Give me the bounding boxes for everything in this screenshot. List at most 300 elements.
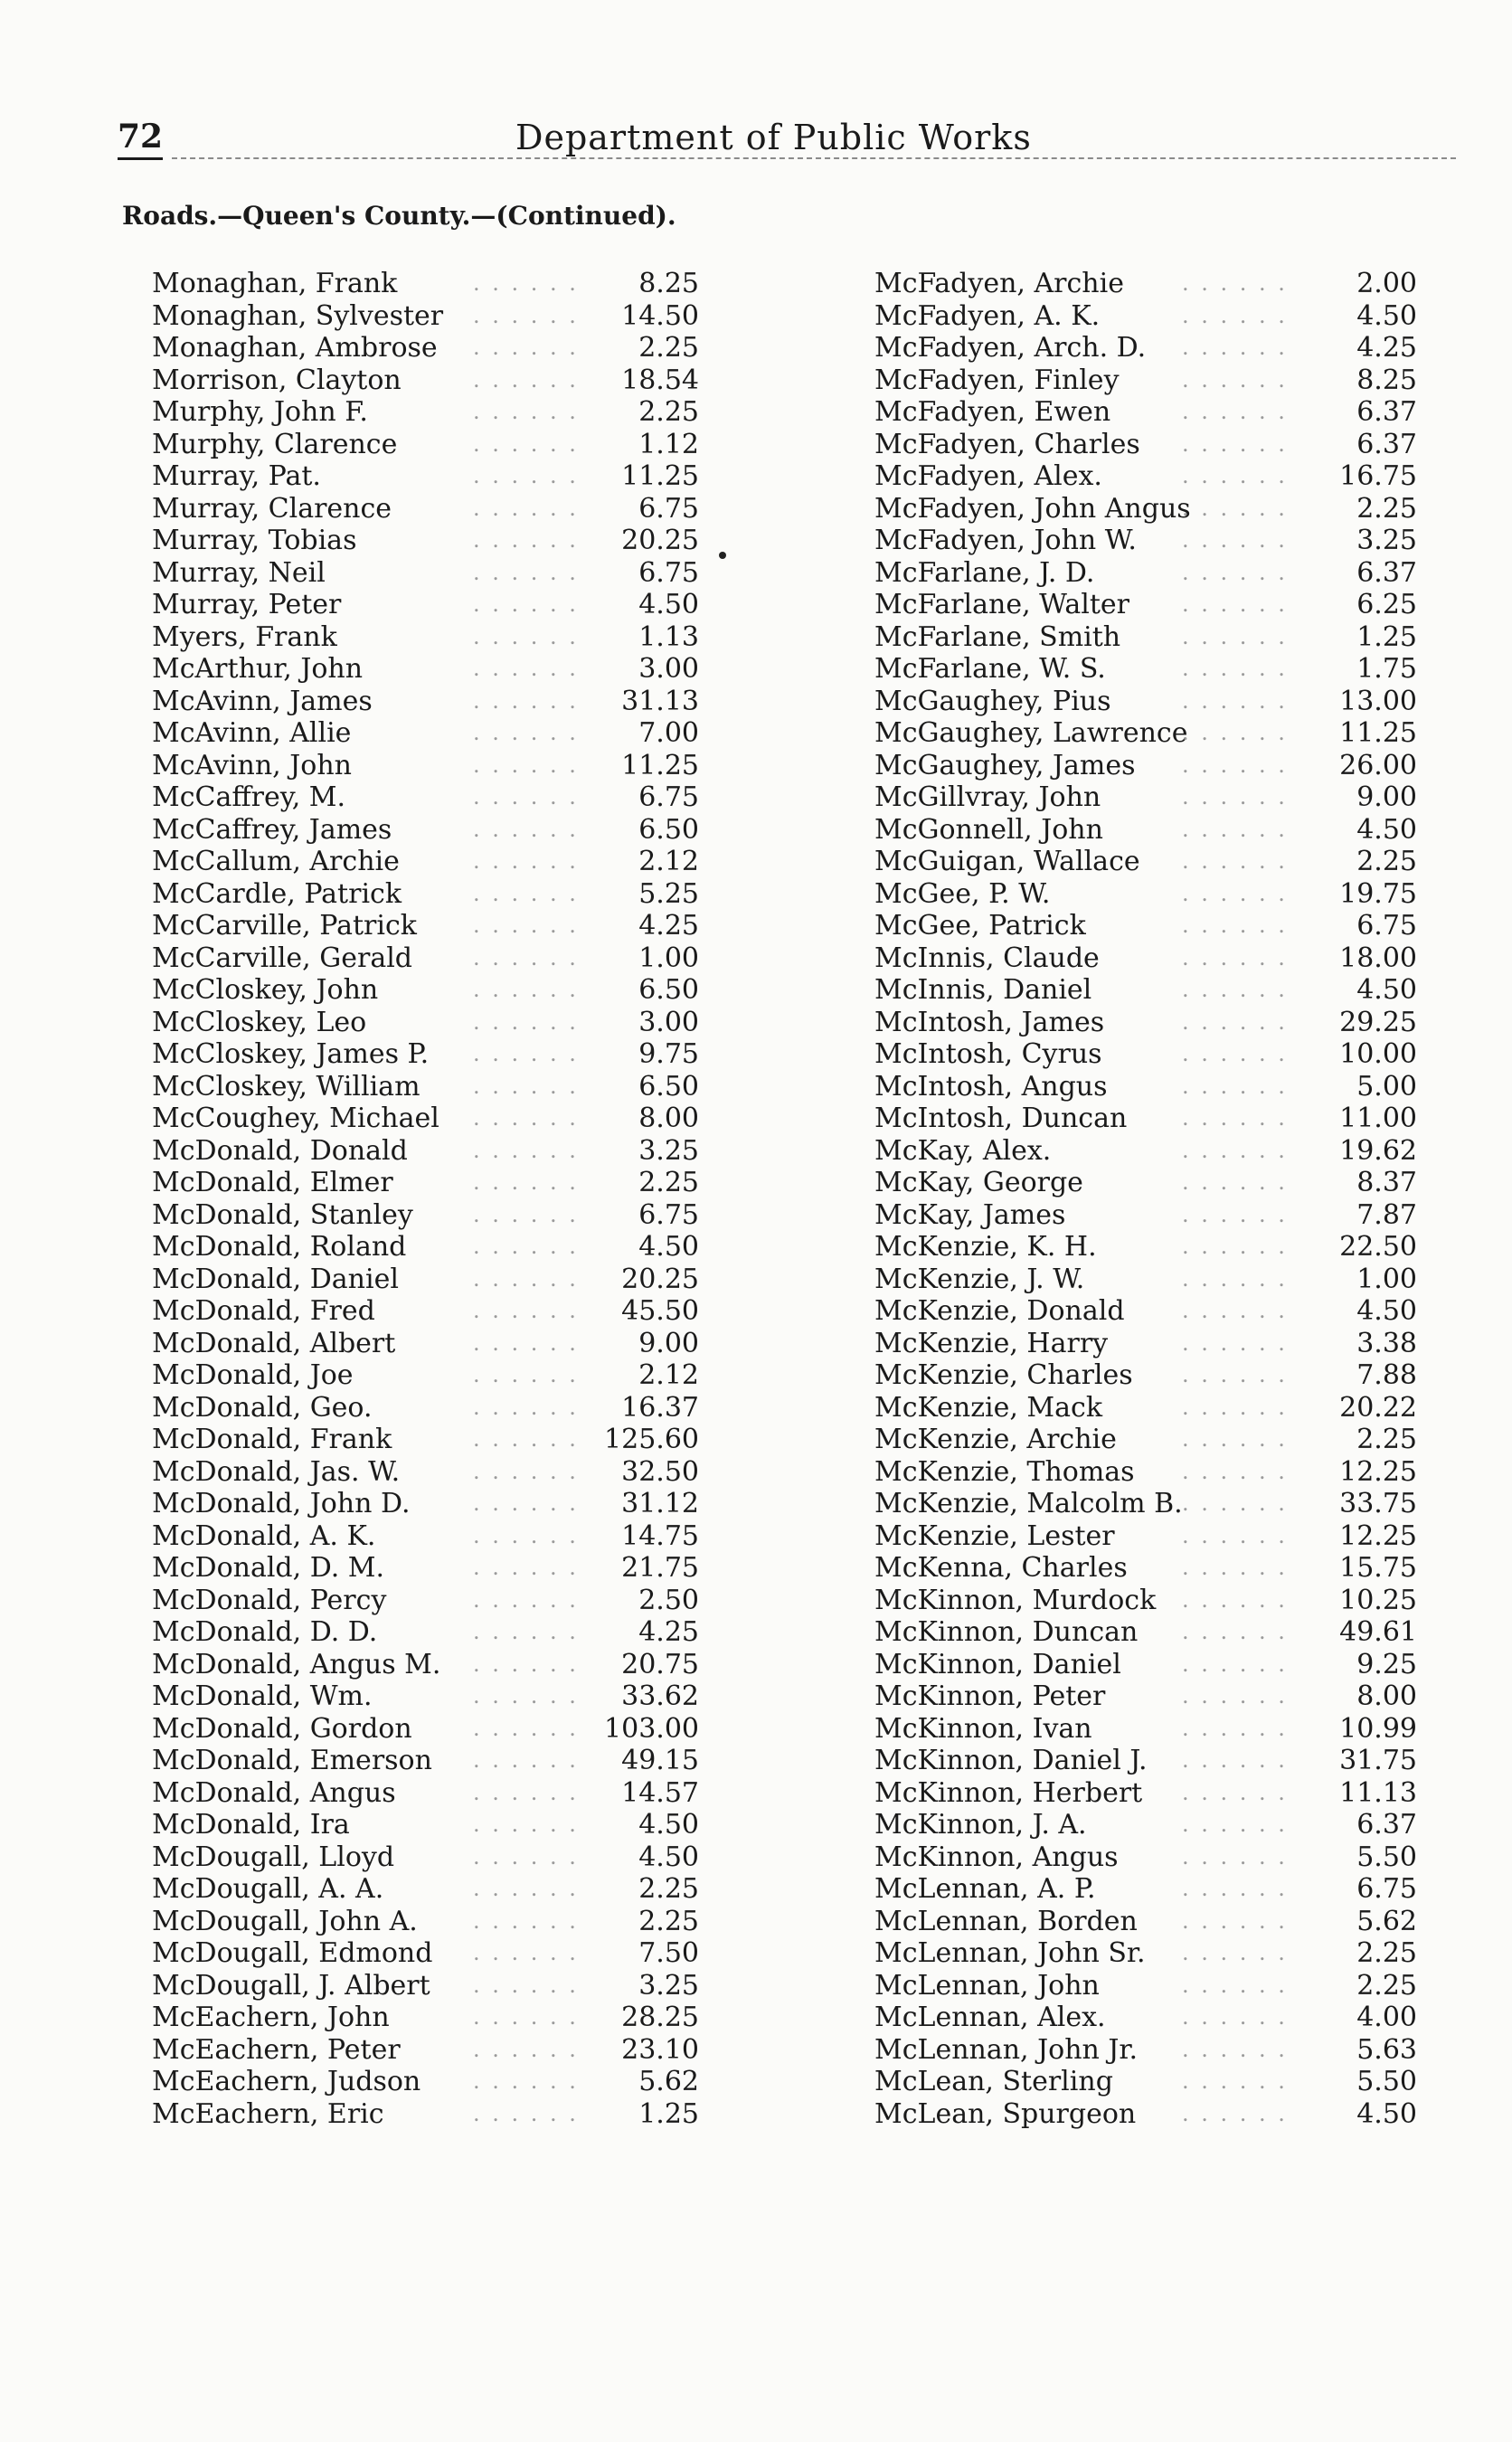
list-item <box>874 2002 1417 2034</box>
entry-name: McKay, George <box>874 1167 1083 1198</box>
dot-leader: . . . . . . <box>473 270 579 296</box>
entry-amount: 3.00 <box>638 1006 699 1038</box>
dot-leader: . . . . . . <box>1182 1265 1288 1292</box>
list-item <box>152 332 699 364</box>
entry-amount: 2.25 <box>1356 1424 1417 1455</box>
list-item <box>152 910 699 942</box>
entry-name: Monaghan, Sylvester <box>152 299 444 332</box>
list-item <box>152 974 699 1007</box>
list-item <box>152 525 699 557</box>
entry-name: McKinnon, Duncan <box>874 1616 1139 1648</box>
dot-leader: . . . . . . <box>1182 366 1288 393</box>
entry-name: Murray, Pat. <box>152 460 321 492</box>
entry-name: McDonald, Gordon <box>152 1712 412 1745</box>
entry-amount: 12.25 <box>1339 1519 1417 1552</box>
list-item <box>874 525 1417 557</box>
entry-amount: 4.50 <box>638 1841 699 1873</box>
entry-name: McIntosh, Angus <box>874 1070 1108 1103</box>
entry-name: McArthur, John <box>152 653 364 685</box>
list-item <box>152 589 699 621</box>
list-item <box>874 1167 1417 1199</box>
dot-leader: . . . . . . <box>473 2036 579 2062</box>
dot-leader: . . . . . . <box>473 1586 579 1613</box>
entry-amount: 28.25 <box>621 2002 699 2033</box>
entry-amount: 3.25 <box>1356 525 1417 556</box>
print-speck <box>719 552 726 559</box>
entry-amount: 11.13 <box>1339 1776 1417 1809</box>
entry-amount: 16.37 <box>621 1391 699 1424</box>
dot-leader: . . . . . . <box>473 335 579 360</box>
dot-leader: . . . . . . <box>1182 720 1288 745</box>
dot-leader: . . . . . . <box>473 592 579 617</box>
entry-amount: 15.75 <box>1339 1552 1417 1584</box>
entry-amount: 16.75 <box>1339 460 1417 492</box>
entry-amount: 12.25 <box>1339 1455 1417 1488</box>
entry-amount: 45.50 <box>621 1295 699 1327</box>
dot-leader: . . . . . . <box>1182 687 1288 714</box>
list-item <box>152 1841 699 1874</box>
list-item <box>874 396 1417 429</box>
section-subheading: Roads.—Queen's County.—(Continued). <box>122 201 676 231</box>
entry-name: McDonald, Emerson <box>152 1745 432 1776</box>
dot-leader: . . . . . . <box>1182 913 1288 938</box>
list-item <box>152 1328 699 1360</box>
dot-leader: . . . . . . <box>1182 1907 1288 1934</box>
entry-amount: 2.25 <box>1356 846 1417 877</box>
dot-leader: . . . . . . <box>473 2100 579 2126</box>
entry-name: McCloskey, Leo <box>152 1006 367 1038</box>
dot-leader: . . . . . . <box>1182 1522 1288 1548</box>
list-item <box>152 1038 699 1071</box>
entry-name: McFadyen, A. K. <box>874 299 1101 332</box>
dot-leader: . . . . . . <box>1182 335 1288 360</box>
entry-name: McDonald, Elmer <box>152 1167 393 1198</box>
dot-leader: . . . . . . <box>1182 1715 1288 1741</box>
list-item <box>152 2098 699 2131</box>
dot-leader: . . . . . . <box>1182 1426 1288 1452</box>
dot-leader: . . . . . . <box>1182 302 1288 328</box>
dot-leader: . . . . . . <box>473 1426 579 1452</box>
list-item <box>874 2098 1417 2131</box>
entry-name: McDonald, Geo. <box>152 1391 373 1424</box>
dot-leader: . . . . . . <box>1182 527 1288 553</box>
list-item <box>874 1135 1417 1168</box>
list-item <box>874 1103 1417 1135</box>
entry-amount: 5.50 <box>1356 1841 1417 1873</box>
entry-amount: 20.22 <box>1339 1391 1417 1424</box>
entry-amount: 11.00 <box>1339 1103 1417 1134</box>
entry-name: Murray, Peter <box>152 589 342 620</box>
entry-name: McDonald, Albert <box>152 1327 396 1359</box>
entry-name: McIntosh, Duncan <box>874 1103 1128 1134</box>
list-item <box>874 781 1417 814</box>
entry-name: McGonnell, John <box>874 813 1103 846</box>
dot-leader: . . . . . . <box>473 1555 579 1580</box>
dot-leader: . . . . . . <box>473 1137 579 1163</box>
entry-amount: 8.37 <box>1356 1167 1417 1198</box>
list-item <box>152 1713 699 1746</box>
entry-amount: 8.25 <box>1356 364 1417 396</box>
dot-leader: . . . . . . <box>1182 399 1288 424</box>
list-item <box>152 1649 699 1681</box>
dot-leader: . . . . . . <box>473 1940 579 1965</box>
list-item <box>874 2066 1417 2098</box>
entry-name: McGuigan, Wallace <box>874 846 1140 877</box>
dot-leader: . . . . . . <box>1182 1779 1288 1805</box>
dot-leader: . . . . . . <box>1182 1298 1288 1323</box>
dot-leader: . . . . . . <box>1182 1972 1288 1998</box>
entry-name: McDonald, Angus <box>152 1776 396 1809</box>
dot-leader: . . . . . . <box>1182 1586 1288 1613</box>
entry-name: McDougall, A. A. <box>152 1873 384 1905</box>
list-item <box>874 1488 1417 1520</box>
entry-name: McFadyen, Archie <box>874 268 1124 299</box>
entry-amount: 4.50 <box>1356 813 1417 846</box>
header-rule-dashed <box>172 157 1456 159</box>
entry-name: McFadyen, Finley <box>874 364 1120 396</box>
entry-amount: 4.25 <box>638 1616 699 1648</box>
dot-leader: . . . . . . <box>473 1779 579 1805</box>
entry-amount: 20.75 <box>621 1648 699 1680</box>
entry-name: McCloskey, John <box>152 974 379 1006</box>
entry-amount: 6.50 <box>638 974 699 1006</box>
list-item <box>152 1392 699 1424</box>
entry-name: McDonald, Frank <box>152 1424 392 1455</box>
entry-amount: 33.62 <box>621 1680 699 1712</box>
list-item <box>152 1264 699 1296</box>
entry-name: McKenzie, K. H. <box>874 1231 1097 1263</box>
entry-amount: 19.62 <box>1339 1134 1417 1167</box>
entry-name: McDougall, Edmond <box>152 1937 433 1969</box>
list-item <box>152 686 699 718</box>
list-item <box>874 1231 1417 1264</box>
entry-amount: 125.60 <box>604 1424 699 1455</box>
dot-leader: . . . . . . <box>1182 1683 1288 1708</box>
list-item <box>152 1167 699 1199</box>
page-header <box>118 118 1456 157</box>
dot-leader: . . . . . . <box>1182 1458 1288 1484</box>
dot-leader: . . . . . . <box>1182 270 1288 296</box>
entry-name: McKay, Alex. <box>874 1134 1052 1167</box>
dot-leader: . . . . . . <box>473 1362 579 1387</box>
list-item <box>152 653 699 686</box>
dot-leader: . . . . . . <box>1182 1330 1288 1356</box>
list-item <box>874 814 1417 847</box>
header-rule-short <box>118 157 163 160</box>
list-item <box>874 1424 1417 1456</box>
entry-amount: 7.00 <box>638 717 699 749</box>
list-item <box>874 653 1417 686</box>
entry-name: McKenzie, Mack <box>874 1391 1103 1424</box>
entry-name: McDonald, Percy <box>152 1584 387 1616</box>
entry-name: McKenzie, J. W. <box>874 1263 1085 1295</box>
entry-amount: 3.25 <box>638 1969 699 2002</box>
entry-name: McKenzie, Malcolm B. <box>874 1488 1183 1519</box>
entry-amount: 6.37 <box>1356 1809 1417 1841</box>
entry-name: McFadyen, John W. <box>874 525 1137 556</box>
list-item <box>152 1777 699 1810</box>
entry-amount: 31.12 <box>621 1488 699 1519</box>
list-item <box>874 1456 1417 1489</box>
list-item <box>874 1264 1417 1296</box>
entry-amount: 1.00 <box>638 942 699 974</box>
entry-name: McEachern, Judson <box>152 2066 421 2097</box>
dot-leader: . . . . . . <box>1182 1747 1288 1773</box>
list-item <box>874 460 1417 493</box>
dot-leader: . . . . . . <box>473 752 579 778</box>
list-item <box>874 1616 1417 1649</box>
list-item <box>874 942 1417 975</box>
dot-leader: . . . . . . <box>1182 1201 1288 1227</box>
entry-amount: 6.75 <box>638 556 699 589</box>
list-item <box>152 781 699 814</box>
entry-amount: 9.00 <box>638 1327 699 1359</box>
dot-leader: . . . . . . <box>473 848 579 874</box>
entry-amount: 9.25 <box>1356 1648 1417 1680</box>
entry-amount: 5.50 <box>1356 2066 1417 2097</box>
dot-leader: . . . . . . <box>1182 1137 1288 1163</box>
list-item <box>874 1552 1417 1585</box>
entry-name: McDonald, Ira <box>152 1809 350 1841</box>
entry-amount: 4.50 <box>1356 2097 1417 2130</box>
list-item <box>152 396 699 429</box>
dot-leader: . . . . . . <box>1182 944 1288 970</box>
entry-amount: 8.25 <box>638 268 699 299</box>
entry-amount: 18.00 <box>1339 942 1417 974</box>
list-item <box>152 878 699 911</box>
entry-name: McKinnon, Peter <box>874 1680 1106 1712</box>
dot-leader: . . . . . . <box>473 1041 579 1066</box>
entry-name: McKinnon, Murdock <box>874 1584 1157 1616</box>
dot-leader: . . . . . . <box>1182 1008 1288 1035</box>
entry-amount: 6.37 <box>1356 396 1417 428</box>
entry-name: McKay, James <box>874 1198 1066 1231</box>
entry-name: McAvinn, John <box>152 749 352 781</box>
dot-leader: . . . . . . <box>1182 880 1288 906</box>
dot-leader: . . . . . . <box>1182 623 1288 649</box>
entry-name: McFarlane, W. S. <box>874 653 1106 685</box>
dot-leader: . . . . . . <box>473 1073 579 1099</box>
list-item <box>152 1873 699 1906</box>
entry-name: McDonald, Daniel <box>152 1263 399 1295</box>
list-item <box>874 1007 1417 1039</box>
dot-leader: . . . . . . <box>473 495 579 521</box>
dot-leader: . . . . . . <box>1182 1362 1288 1387</box>
entry-amount: 6.37 <box>1356 428 1417 460</box>
list-item <box>874 557 1417 590</box>
entry-name: McKenzie, Archie <box>874 1424 1117 1455</box>
dot-leader: . . . . . . <box>473 1907 579 1934</box>
entry-amount: 10.99 <box>1339 1712 1417 1745</box>
entry-amount: 1.00 <box>1356 1263 1417 1295</box>
dot-leader: . . . . . . <box>473 1972 579 1998</box>
dot-leader: . . . . . . <box>473 1491 579 1516</box>
entry-name: McFarlane, Smith <box>874 620 1121 653</box>
entry-name: McKenzie, Harry <box>874 1327 1109 1359</box>
entry-amount: 33.75 <box>1339 1488 1417 1519</box>
entry-name: McCardle, Patrick <box>152 877 402 910</box>
entry-name: Murray, Tobias <box>152 525 357 556</box>
entry-amount: 5.62 <box>638 2066 699 2097</box>
entry-amount: 2.12 <box>638 846 699 877</box>
list-item <box>874 1328 1417 1360</box>
list-item <box>152 557 699 590</box>
dot-leader: . . . . . . <box>473 1458 579 1484</box>
list-item <box>152 493 699 525</box>
list-item <box>874 1970 1417 2002</box>
entry-amount: 23.10 <box>621 2033 699 2066</box>
dot-leader: . . . . . . <box>473 1715 579 1741</box>
dot-leader: . . . . . . <box>1182 1073 1288 1099</box>
entry-amount: 14.50 <box>621 299 699 332</box>
entry-amount: 4.50 <box>638 1231 699 1263</box>
entry-name: McEachern, John <box>152 2002 390 2033</box>
entry-name: McDonald, Angus M. <box>152 1648 441 1680</box>
entry-name: McFarlane, Walter <box>874 589 1130 620</box>
dot-leader: . . . . . . <box>473 1747 579 1773</box>
list-item <box>874 1359 1417 1392</box>
dot-leader: . . . . . . <box>1182 2068 1288 2094</box>
entry-amount: 18.54 <box>621 364 699 396</box>
dot-leader: . . . . . . <box>473 2004 579 2030</box>
dot-leader: . . . . . . <box>473 399 579 424</box>
list-item <box>152 460 699 493</box>
entry-name: Monaghan, Frank <box>152 268 398 299</box>
entry-name: McDonald, Donald <box>152 1134 408 1167</box>
dot-leader: . . . . . . <box>1182 1169 1288 1195</box>
entry-amount: 11.25 <box>1339 717 1417 749</box>
entry-amount: 49.61 <box>1339 1616 1417 1648</box>
entry-name: Myers, Frank <box>152 620 337 653</box>
entry-name: McDougall, Lloyd <box>152 1841 395 1873</box>
list-item <box>152 814 699 847</box>
list-item <box>152 942 699 975</box>
entry-amount: 49.15 <box>621 1745 699 1776</box>
list-item <box>874 1071 1417 1103</box>
entry-amount: 1.12 <box>638 428 699 460</box>
dot-leader: . . . . . . <box>473 559 579 585</box>
entry-name: McCloskey, James P. <box>152 1038 430 1070</box>
entry-name: McDonald, John D. <box>152 1488 411 1519</box>
list-item <box>874 846 1417 878</box>
entry-name: McLennan, A. P. <box>874 1873 1096 1905</box>
list-item <box>152 2034 699 2067</box>
entry-name: Murray, Neil <box>152 556 326 589</box>
list-item <box>152 1616 699 1649</box>
entry-name: McKinnon, Herbert <box>874 1776 1143 1809</box>
entry-amount: 8.00 <box>1356 1680 1417 1712</box>
entry-amount: 2.25 <box>638 396 699 428</box>
entry-name: McFadyen, Ewen <box>874 396 1111 428</box>
entry-amount: 7.50 <box>638 1937 699 1969</box>
entry-name: McCallum, Archie <box>152 846 400 877</box>
list-item <box>152 1103 699 1135</box>
dot-leader: . . . . . . <box>473 1651 579 1677</box>
dot-leader: . . . . . . <box>473 1234 579 1259</box>
entry-name: McDonald, Jas. W. <box>152 1455 401 1488</box>
list-item <box>152 1007 699 1039</box>
list-item <box>874 1809 1417 1841</box>
entry-name: McKenzie, Donald <box>874 1295 1125 1327</box>
dot-leader: . . . . . . <box>1182 1394 1288 1420</box>
list-item <box>874 1520 1417 1553</box>
entry-amount: 4.25 <box>638 910 699 942</box>
dot-leader: . . . . . . <box>473 1876 579 1901</box>
dot-leader: . . . . . . <box>473 1298 579 1323</box>
dot-leader: . . . . . . <box>473 656 579 681</box>
entry-name: McLennan, Borden <box>874 1905 1138 1937</box>
entry-amount: 7.87 <box>1356 1198 1417 1231</box>
dot-leader: . . . . . . <box>1182 559 1288 585</box>
dot-leader: . . . . . . <box>473 1201 579 1227</box>
entry-amount: 21.75 <box>621 1552 699 1584</box>
dot-leader: . . . . . . <box>1182 1843 1288 1869</box>
dot-leader: . . . . . . <box>1182 2004 1288 2030</box>
entry-amount: 20.25 <box>621 1263 699 1295</box>
dot-leader: . . . . . . <box>1182 1812 1288 1837</box>
dot-leader: . . . . . . <box>473 431 579 457</box>
dot-leader: . . . . . . <box>1182 431 1288 457</box>
list-item <box>152 1359 699 1392</box>
entry-amount: 14.57 <box>621 1776 699 1809</box>
entry-amount: 9.00 <box>1356 781 1417 813</box>
entry-name: Murphy, John F. <box>152 396 368 428</box>
dot-leader: . . . . . . <box>1182 495 1288 521</box>
dot-leader: . . . . . . <box>1182 2036 1288 2062</box>
entry-name: McEachern, Eric <box>152 2097 384 2130</box>
entry-amount: 2.50 <box>638 1584 699 1616</box>
list-item <box>874 1873 1417 1906</box>
list-item <box>152 1552 699 1585</box>
list-item <box>874 268 1417 300</box>
entry-amount: 1.25 <box>638 2097 699 2130</box>
entry-name: McCoughey, Michael <box>152 1103 439 1134</box>
entry-name: McCarville, Patrick <box>152 910 417 942</box>
entry-amount: 9.75 <box>638 1038 699 1070</box>
entry-name: McGaughey, Pius <box>874 685 1111 717</box>
entry-name: Murray, Clarence <box>152 492 392 525</box>
list-item <box>152 1135 699 1168</box>
entry-name: McLennan, John <box>874 1969 1100 2002</box>
entry-amount: 6.75 <box>638 781 699 813</box>
dot-leader: . . . . . . <box>473 1008 579 1035</box>
dot-leader: . . . . . . <box>473 463 579 488</box>
entry-amount: 1.75 <box>1356 653 1417 685</box>
entry-name: McKenzie, Thomas <box>874 1455 1135 1488</box>
list-item <box>152 846 699 878</box>
entry-amount: 4.50 <box>1356 1295 1417 1327</box>
entry-amount: 26.00 <box>1339 749 1417 781</box>
dot-leader: . . . . . . <box>473 880 579 906</box>
dot-leader: . . . . . . <box>473 366 579 393</box>
entry-name: McKenzie, Charles <box>874 1359 1133 1391</box>
entry-amount: 4.50 <box>1356 974 1417 1006</box>
entry-name: McDonald, Stanley <box>152 1198 413 1231</box>
dot-leader: . . . . . . <box>1182 1940 1288 1965</box>
entry-name: McCloskey, William <box>152 1070 421 1103</box>
entry-name: McFadyen, Alex. <box>874 460 1102 492</box>
entry-amount: 5.25 <box>638 877 699 910</box>
entry-amount: 7.88 <box>1356 1359 1417 1391</box>
dot-leader: . . . . . . <box>473 720 579 745</box>
entry-name: Monaghan, Ambrose <box>152 332 438 364</box>
dot-leader: . . . . . . <box>1182 656 1288 681</box>
dot-leader: . . . . . . <box>473 1843 579 1869</box>
dot-leader: . . . . . . <box>1182 1651 1288 1677</box>
list-item <box>874 364 1417 397</box>
dot-leader: . . . . . . <box>473 784 579 809</box>
entry-amount: 6.75 <box>638 1198 699 1231</box>
